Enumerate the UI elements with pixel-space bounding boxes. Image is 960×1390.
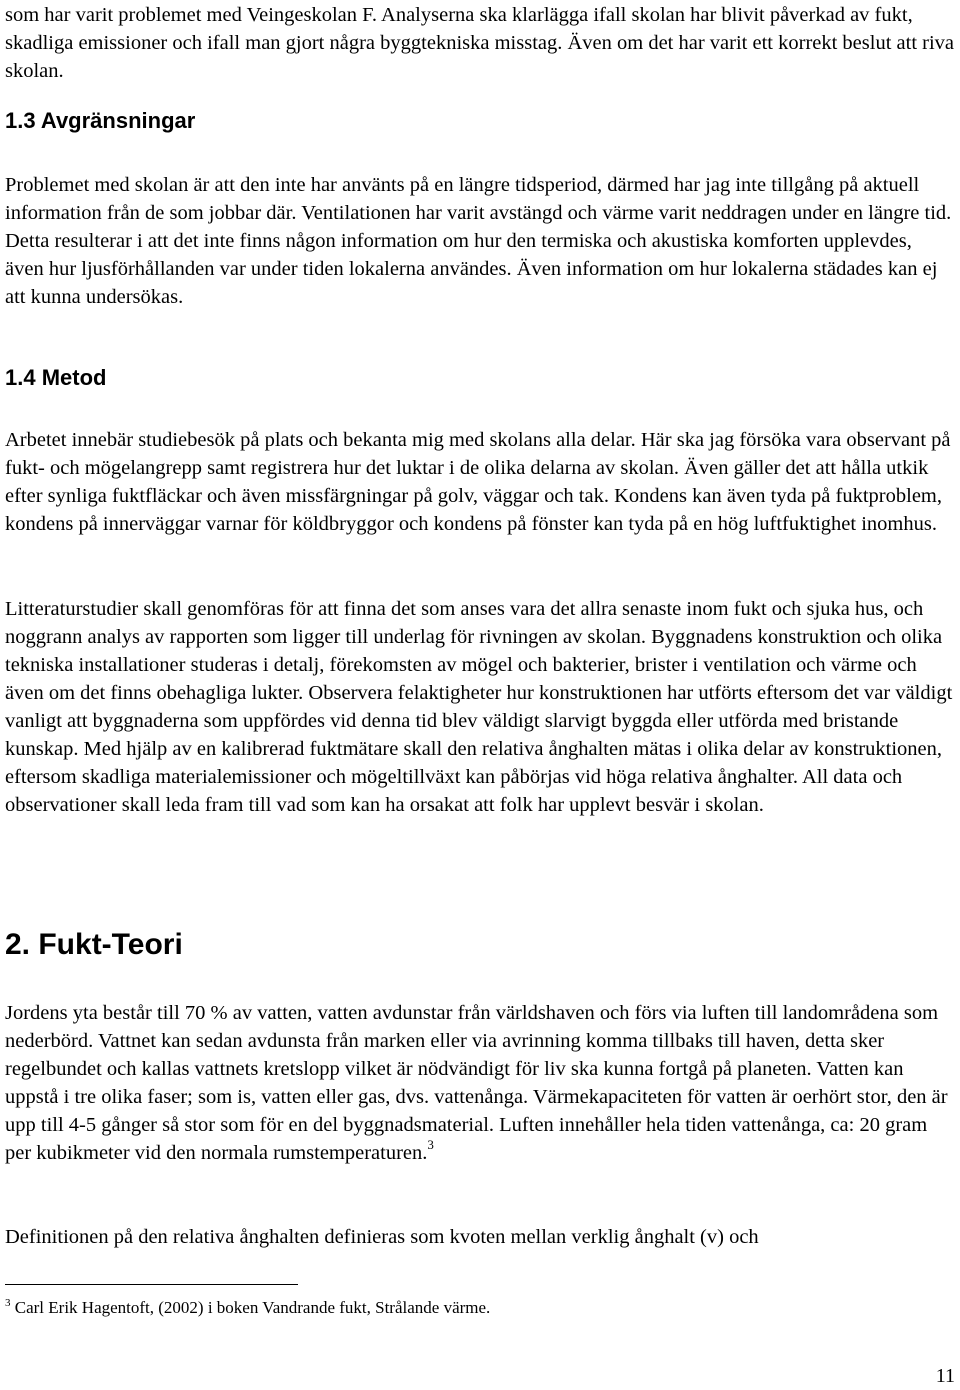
section-heading-avgransningar: 1.3 Avgränsningar [5, 108, 196, 133]
page-number: 11 [935, 1365, 955, 1387]
footnote-reference: 3 [427, 1137, 434, 1152]
footnote-text: Carl Erik Hagentoft, (2002) i boken Vandrande fukt, Strålande värme. [14, 1298, 491, 1317]
footnote-separator [5, 1284, 298, 1285]
footnote-number: 3 [5, 1297, 11, 1309]
section-heading-metod: 1.4 Metod [5, 365, 107, 390]
paragraph-fukt-teori-2: Definitionen på den relativa ånghalten definieras som kvoten mellan verklig ånghalt (v) och [5, 1226, 759, 1248]
paragraph-fukt-teori-1 [5, 999, 955, 1167]
chapter-heading-fukt-teori: 2. Fukt-Teori [5, 928, 183, 961]
paragraph-metod-2: Litteraturstudier skall genomföras för att finna det som anses vara det allra senaste inom fukt och sjuka hus, och noggrann analys av rapporten som ligger till underlag för rivningen av skolan. Byggnadens konstruktion och olika tekniska installationer studeras i detalj, förekomsten av mögel och bakterier, brister i ventilation och värme och även om det finns obehagliga lukter. Observera felaktigheter hur konstruktionen har utförts eftersom det var väldigt vanligt att byggnaderna som uppfördes vid denna tid blev väldigt slarvigt byggda eller utförda med bristande kunskap. Med hjälp av en kalibrerad fuktmätare skall den relativa ånghalten mätas i olika delar av konstruktionen, eftersom skadliga materialemissioner och mögeltillväxt kan påbörjas vid höga relativa ånghalter. All data och observationer skall leda fram till vad som kan ha orsakat att folk har upplevt besvär i skolan. [5, 598, 953, 816]
footnote [5, 1296, 490, 1320]
paragraph-intro-continued: som har varit problemet med Veingeskolan F. Analyserna ska klarlägga ifall skolan har blivit påverkad av fukt, skadliga emissioner och ifall man gjort några byggtekniska misstag. Även om det har varit ett korrekt beslut att riva skolan. [5, 4, 955, 82]
paragraph-avgransningar: Problemet med skolan är att den inte har använts på en längre tidsperiod, därmed har jag inte tillgång på aktuell information från de som jobbar där. Ventilationen har varit avstängd och värme varit neddragen under en längre tid. Detta resulterar i att det inte finns någon information om hur den termiska och akustiska komforten upplevdes, även hur ljusförhållanden var under tiden lokalerna användes. Även information om hur lokalerna städades kan ej att kunna undersökas. [5, 174, 952, 308]
paragraph-fukt-teori-1-text: Jordens yta består till 70 % av vatten, vatten avdunstar från världshaven och förs via luften till landområdena som nederbörd. Vattnet kan sedan avdunsta från marken eller via avrinning komma tillbaks till haven, detta sker regelbundet och kallas vattnets kretslopp vilket är nödvändigt för liv ska kunna fortgå på planeten. Vatten kan uppstå i tre olika faser; som is, vatten eller gas, dvs. vattenånga. Värmekapaciteten för vatten är oerhört stor, den är upp till 4-5 gånger så stor som för en del byggnadsmaterial. Luften innehåller hela tiden vattenånga, ca: 20 gram per kubikmeter vid den normala rumstemperaturen. [5, 1002, 948, 1164]
paragraph-metod-1: Arbetet innebär studiebesök på plats och bekanta mig med skolans alla delar. Här ska jag försöka vara observant på fukt- och mögelangrepp samt registrera hur det luktar i de olika delarna av skolan. Även gäller det att hålla utkik efter synliga fuktfläckar och även missfärgningar på golv, väggar och tak. Kondens kan även tyda på fuktproblem, kondens på innerväggar varnar för köldbryggor och kondens på fönster kan tyda på en hög luftfuktighet inomhus. [5, 429, 951, 535]
